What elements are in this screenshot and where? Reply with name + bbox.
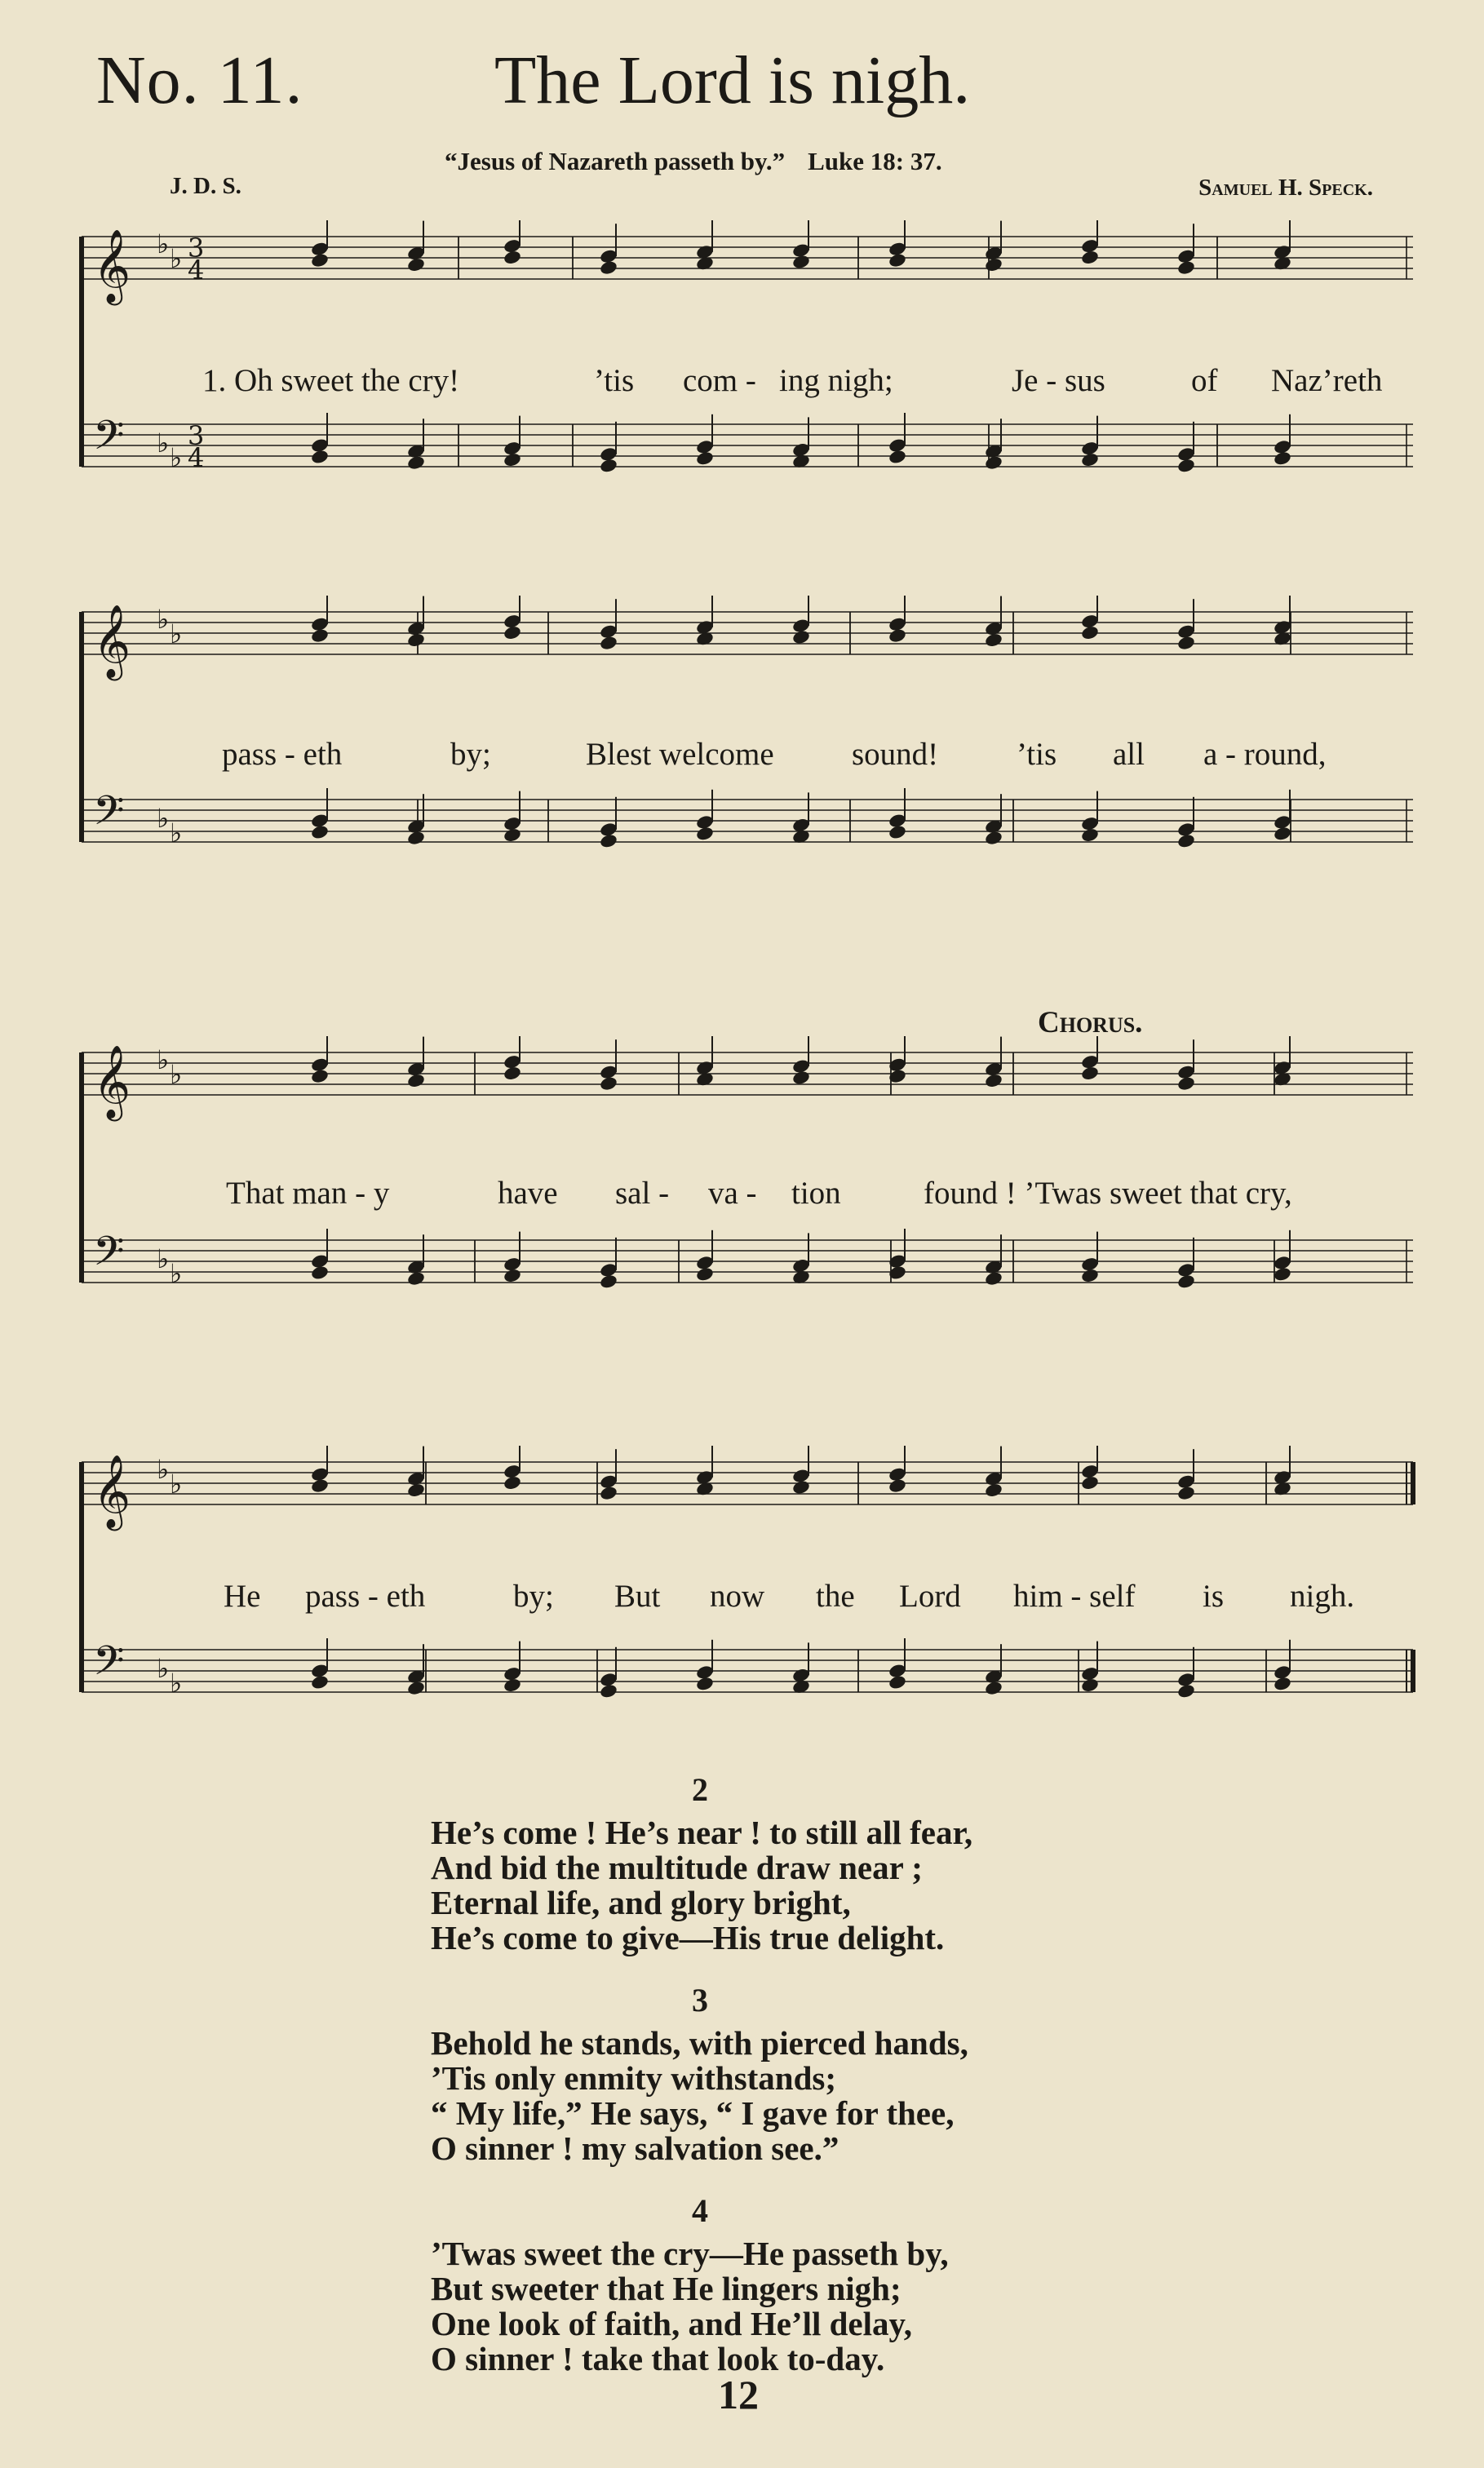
hymn-title: The Lord is nigh. [494,42,971,118]
verse-line: O sinner ! my salvation see.” [431,2129,839,2167]
notehead [1273,1676,1292,1692]
flat-sign-icon: ♭ [170,243,183,274]
time-signature-bottom: 4 [188,255,205,286]
flat-sign-icon: ♭ [157,428,170,459]
flat-sign-icon: ♭ [170,1668,183,1699]
notehead [406,257,426,273]
notehead [791,1070,811,1086]
music-system-4 [75,1446,1420,1764]
bass-clef-icon: 𝄢 [93,1637,125,1695]
notehead [984,1270,1003,1287]
notehead [695,450,715,467]
title-row [96,41,1418,131]
notehead [310,824,330,840]
flat-sign-icon: ♭ [157,604,170,635]
verse-line: Eternal life, and glory bright, [431,1884,851,1921]
notehead [1080,1066,1100,1082]
notehead [888,1478,907,1494]
notehead [599,833,618,849]
music-system-1 [75,220,1420,538]
notehead [888,449,907,465]
treble-clef-icon: 𝄞 [93,1045,131,1119]
lyric-syllable: sal - [615,1176,670,1211]
notehead [310,252,330,268]
flat-sign-icon: ♭ [170,1059,183,1090]
verse-line: “ My life,” He says, “ I gave for thee, [431,2094,955,2132]
lyric-syllable: pass - eth [305,1579,426,1614]
time-signature-bottom: 4 [188,442,205,473]
notehead [503,452,522,468]
lyric-syllable: That man - y [226,1176,390,1211]
notehead [310,1478,330,1494]
flat-sign-icon: ♭ [170,1258,183,1289]
treble-clef-icon: 𝄞 [93,1455,131,1528]
notehead [406,454,426,471]
notehead [1080,1677,1100,1694]
notehead [791,1479,811,1495]
notehead [984,257,1003,273]
music-system-2 [75,596,1420,914]
notehead [1080,1475,1100,1491]
chorus-label: Chorus. [1038,1006,1143,1039]
verse-line: But sweeter that He lingers nigh; [431,2270,901,2307]
lyric-syllable: Lord [899,1579,961,1614]
notehead [791,629,811,645]
lyric-syllable: found ! ’Twas sweet that cry, [924,1176,1292,1211]
verse-number: 2 [692,1771,708,1808]
lyricist-credit: J. D. S. [170,173,241,199]
flat-sign-icon: ♭ [157,1044,170,1075]
composer-credit: Samuel H. Speck. [1198,175,1373,201]
lyric-syllable: 1. Oh sweet the cry! [202,363,460,398]
lyric-syllable: by; [450,737,491,772]
notehead [984,1073,1003,1089]
notehead [695,826,715,842]
notehead [503,827,522,844]
notehead [1176,1485,1196,1501]
notehead [406,1073,426,1089]
music-system-3 [75,1006,1420,1354]
lyric-syllable: of [1191,363,1218,398]
lyric-syllable: nigh. [1290,1579,1355,1614]
verse-line: He’s come ! He’s near ! to still all fear, [431,1814,973,1851]
notehead [1080,452,1100,468]
lyric-syllable: now [710,1579,765,1614]
epigraph-text: “Jesus of Nazareth passeth by.” [445,147,786,175]
lyric-syllable: He [224,1579,261,1614]
lyric-syllable: have [498,1176,558,1211]
notehead [888,627,907,644]
notehead [1080,625,1100,641]
lyric-syllable: pass - eth [222,737,343,772]
notehead [984,1482,1003,1499]
notehead [310,1265,330,1281]
notehead [503,625,522,641]
notehead [503,1677,522,1694]
lyric-syllable: Blest welcome [586,737,774,772]
notehead [599,1274,618,1290]
lyric-syllable: va - [708,1176,757,1211]
treble-clef-icon: 𝄞 [93,605,131,678]
flat-sign-icon: ♭ [170,618,183,649]
notehead [599,458,618,474]
flat-sign-icon: ♭ [170,1469,183,1500]
lyric-syllable: him - self [1013,1579,1136,1614]
notehead [1176,833,1196,849]
notehead [695,1676,715,1692]
lyric-syllable: by; [513,1579,554,1614]
notehead [1176,1683,1196,1699]
lyric-syllable: ’tis [1017,737,1057,772]
notehead [1176,1075,1196,1092]
lyric-syllable: But [614,1579,661,1614]
flat-sign-icon: ♭ [157,1653,170,1684]
lyric-syllable: the [816,1579,855,1614]
notehead [599,259,618,276]
notehead [599,1485,618,1501]
notehead [503,1268,522,1284]
notehead [503,1066,522,1082]
notehead [1273,1266,1292,1283]
lyric-syllable: a - round, [1203,737,1327,772]
page-number: 12 [718,2372,759,2417]
lyric-syllable: all [1113,737,1145,772]
lyric-syllable: tion [791,1176,841,1211]
notehead [888,252,907,268]
notehead [695,1266,715,1283]
notehead [888,824,907,840]
flat-sign-icon: ♭ [157,228,170,259]
notehead [1176,635,1196,651]
verse-line: He’s come to give—His true delight. [431,1919,945,1956]
notehead [406,1680,426,1696]
epigraph [445,147,942,176]
notehead [503,250,522,266]
notehead [1273,450,1292,467]
flat-sign-icon: ♭ [157,803,170,834]
notehead [888,1674,907,1690]
verse-line: One look of faith, and He’ll delay, [431,2305,912,2342]
flat-sign-icon: ♭ [170,817,183,849]
notehead [310,449,330,465]
notehead [599,1075,618,1092]
hymn-number: No. 11. [96,42,303,118]
notehead [406,1270,426,1287]
notehead [406,830,426,846]
bass-clef-icon: 𝄢 [93,1228,125,1285]
time-signature-top: 3 [188,233,205,264]
notehead [1176,259,1196,276]
notehead [503,1475,522,1491]
notehead [984,830,1003,846]
notehead [791,254,811,270]
lyric-syllable: ing nigh; [779,363,893,398]
notehead [406,632,426,649]
notehead [1080,827,1100,844]
lyric-syllable: Je - sus [1012,363,1105,398]
flat-sign-icon: ♭ [170,442,183,473]
verse-line: And bid the multitude draw near ; [431,1849,923,1886]
treble-clef-icon: 𝄞 [93,229,131,303]
notehead [1176,458,1196,474]
time-signature-top: 3 [188,420,205,451]
verse-line: ’Twas sweet the cry—He passeth by, [431,2235,949,2272]
notehead [1080,1268,1100,1284]
verse-line: O sinner ! take that look to-day. [431,2340,885,2377]
notehead [1176,1274,1196,1290]
lyric-syllable: is [1203,1579,1225,1614]
flat-sign-icon: ♭ [157,1243,170,1274]
notehead [1080,250,1100,266]
notehead [984,1680,1003,1696]
verse-number: 3 [692,1982,708,2018]
lyric-syllable: ’tis [594,363,635,398]
verse-number: 4 [692,2192,708,2229]
notehead [310,1068,330,1084]
verse-line: Behold he stands, with pierced hands, [431,2024,968,2062]
bass-clef-icon: 𝄢 [93,412,125,469]
lyric-syllable: com - [683,363,756,398]
notehead [1273,826,1292,842]
notehead [599,635,618,651]
scripture-reference: Luke 18: 37. [808,147,942,175]
notehead [984,454,1003,471]
notehead [310,1674,330,1690]
lyric-syllable: Naz’reth [1271,363,1383,398]
notehead [599,1683,618,1699]
lyric-syllable: sound! [852,737,939,772]
verse-line: ’Tis only enmity withstands; [431,2059,837,2097]
flat-sign-icon: ♭ [157,1454,170,1485]
notehead [406,1482,426,1499]
bass-clef-icon: 𝄢 [93,787,125,844]
notehead [984,632,1003,649]
notehead [310,627,330,644]
